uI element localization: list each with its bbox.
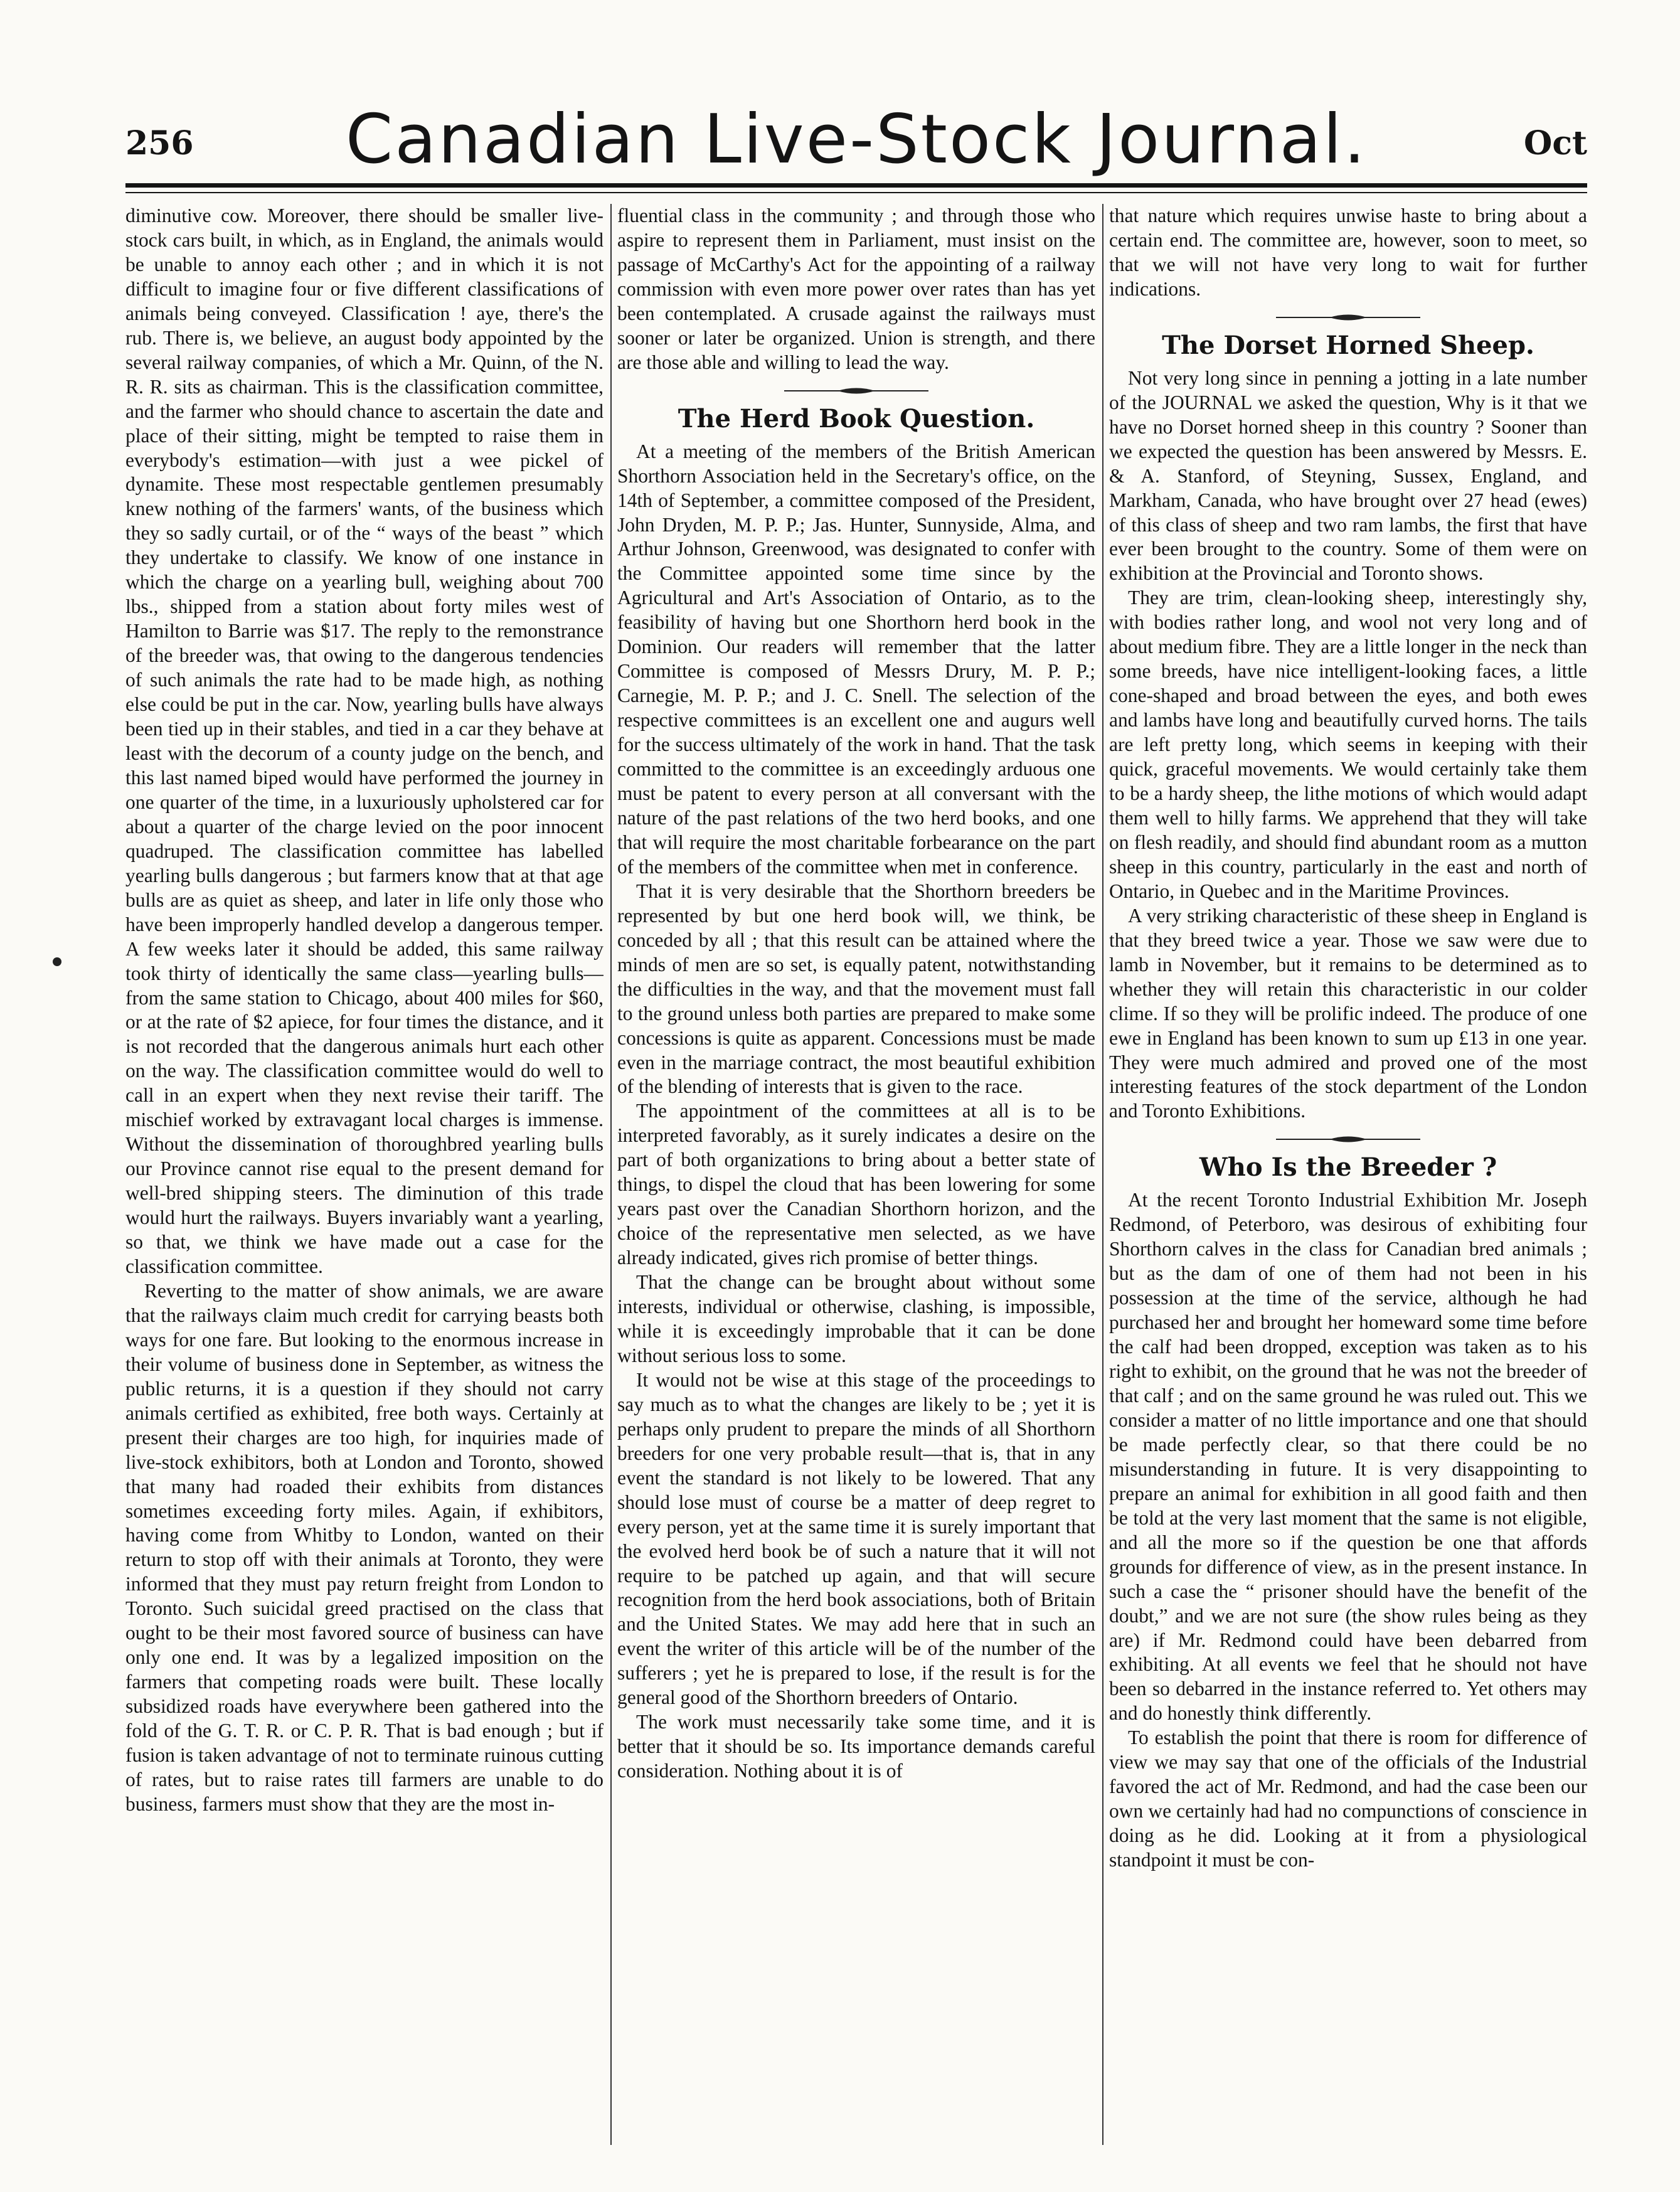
section-ornament-icon <box>1276 1132 1420 1146</box>
column-1 <box>125 204 603 2148</box>
paragraph: Not very long since in penning a jotting in a late number of the JOURNAL we asked the question, Why is it that we have no Dorset horned sheep in this country ? Sooner than we expected the question has been answered by Messrs. E. & A. Stanford, of Steyning, Sussex, England, and Markham, Canada, who have brought over 27 head (ewes) of this class of sheep and two ram lambs, the first that have ever been brought to the country. Some of them were on exhibition at the Provincial and Toronto shows. <box>1109 366 1587 585</box>
paragraph: Reverting to the matter of show animals, we are aware that the railways claim much credit for carrying beasts both ways for one fare. But looking to the enormous increase in their volume of business done in September, as witness the public returns, it is a question if they should not carry animals certified as exhibited, free both ways. Certainly at present their charges are too high, for inquiries made of live-stock exhibitors, both at London and Toronto, showed that many had roaded their exhibits from distances sometimes exceeding forty miles. Again, if exhibitors, having come from Whitby to London, wanted on their return to stop off with their animals at Toronto, they were informed that they must pay return freight from London to Toronto. Such suicidal greed practised on the class that ought to be their most favored source of business can have only one end. It was by a legalized imposition on the farmers that competing roads were built. These locally subsidized roads have everywhere been gathered into the fold of the G. T. R. or C. P. R. That is bad enough ; but if fusion is taken advantage of not to terminate ruinous cutting of rates, but to raise rates till farmers are unable to do business, farmers must show that they are the most in- <box>125 1279 603 1815</box>
column-3 <box>1109 204 1587 2148</box>
paragraph: At a meeting of the members of the British American Shorthorn Association held in the Secretary's office, on the 14th of September, a committee composed of the President, John Dryden, M. P. P.; Jas. Hunter, Sunnyside, Alma, and Arthur Johnson, Greenwood, was designated to confer with the Committee appointed some time since by the Agricultural and Art's Association of Ontario, as to the feasibility of having but one Shorthorn herd book in the Dominion. Our readers will remember that the latter Committee is composed of Messrs Drury, M. P. P.; Carnegie, M. P. P.; and J. C. Snell. The selection of the respective committees is an excellent one and augurs well for the success ultimately of the work in hand. That the task committed to the committee is an exceedingly arduous one must be patent to every person at all conversant with the nature of the past relations of the two herd books, and one that will require the most charitable forbearance on the part of the members of the committee when met in conference. <box>617 440 1095 878</box>
paragraph: fluential class in the community ; and through those who aspire to represent them in Parliament, must insist on the passage of McCarthy's Act for the appointing of a railway commission with even more power over rates than has yet been contemplated. A crusade against the railways must sooner or later be organized. Union is strength, and there are those able and willing to lead the way. <box>617 205 1095 373</box>
column-divider <box>1102 204 1103 2145</box>
column-2 <box>617 204 1095 2148</box>
paragraph: That it is very desirable that the Shorthorn breeders be represented by but one herd book will, we think, be conceded by all ; that this result can be attained where the minds of men are so set, is equally patent, notwithstanding the difficulties in the way, and that the movement must fall to the ground unless both parties are prepared to make some concessions is quite as apparent. Concessions must be made even in the marriage contract, the most beautiful exhibition of the blending of interests that is given to the race. <box>617 880 1095 1098</box>
paragraph: diminutive cow. Moreover, there should be smaller live-stock cars built, in which, as in England, the animals would be unable to annoy each other ; and in which it is not difficult to imagine four or five different classifications of animals being conveyed. Classification ! aye, there's the rub. There is, we believe, an august body appointed by the several railway companies, of which a Mr. Quinn, of the N. R. R. sits as chairman. This is the classification committee, and the farmer who should chance to ascertain the date and place of their sitting, might be tempted to raise them in everybody's estimation—with just a wee pickel of dynamite. These most respectable gentlemen presumably knew nothing of the farmers' wants, of the business which they so sadly curtail, or of the “ ways of the beast ” which they undertake to classify. We know of one instance in which the charge on a yearling bull, weighing about 700 lbs., shipped from a station about forty miles west of Hamilton to Barrie was $17. The reply to the remonstrance of the breeder was, that owing to the dangerous tendencies of such animals the rate had to be made high, as nothing else could be put in the car. Now, yearling bulls have always been tied up in their stables, and tied in a car they behave at least with the decorum of a county judge on the bench, and this last named biped would have performed the journey in one quarter of the time, in a luxuriously upholstered car for about a quarter of the charge levied on the poor innocent quadruped. The classification committee has labelled yearling bulls dangerous ; but farmers know that at that age bulls are as quiet as sheep, and later in life only those who have been improperly handled develop a dangerous temper. A few weeks later it should be added, this same railway took thirty of identically the same class—yearling bulls—from the same station to Chicago, about 400 miles for $60, or at the rate of $2 apiece, for four times the distance, and it is not recorded that the dangerous animals hurt each other on the way. The classification committee would do well to call in an expert when they next revise their tariff. The mischief worked by extravagant local charges is immense. Without the dissemination of thoroughbred yearling bulls our Province cannot rise equal to the present demand for well-bred shipping steers. The diminution of this trade would hurt the railways. Buyers invariably want a yearling, so that, we think we have made out a case for the classification committee. <box>125 205 603 1277</box>
paragraph: At the recent Toronto Industrial Exhibition Mr. Joseph Redmond, of Peterboro, was desirous of exhibiting four Shorthorn calves in the class for Canadian bred animals ; but as the dam of one of them had not been in his possession at the time of the service, although he had purchased her and brought her homeward some time before the calf had been dropped, exception was taken as to his right to exhibit, on the ground that he was not the breeder of that calf ; and on the same ground he was ruled out. This we consider a matter of no little importance and one that should be made perfectly clear, so that there could be no misunderstanding in future. It is very disappointing to prepare an animal for exhibition in all good faith and then be told at the very last moment that the same is not eligible, and all the more so if the question be one that affords grounds for difference of view, as in the present instance. In such a case the “ prisoner should have the benefit of the doubt,” and we are not sure (the show rules being as they are) if Mr. Redmond could have been debarred from exhibiting. At all events we feel that he should not have been so debarred in the instance referred to. Yet others may and do honestly think differently. <box>1109 1189 1587 1725</box>
paragraph: The appointment of the committees at all is to be interpreted favorably, as it surely indicates a desire on the part of both organizations to bring about a better state of things, to dispel the cloud that has been lowering for some years past over the Canadian Shorthorn horizon, and the choice of the representative men selected, as we have already indicated, gives rich promise of better things. <box>617 1100 1095 1269</box>
header-rule-thin <box>125 192 1587 193</box>
paragraph: To establish the point that there is room for difference of view we may say that one of the officials of the Industrial favored the act of Mr. Redmond, and had the case been our own we certainly had had no compunctions of conscience in doing as he did. Looking at it from a physiological standpoint it must be con- <box>1109 1726 1587 1871</box>
ink-spot <box>53 957 61 966</box>
paragraph: It would not be wise at this stage of the proceedings to say much as to what the changes are likely to be ; yet it is perhaps only prudent to prepare the minds of all Shorthorn breeders for one very probable result—that is, that in any event the standard is not likely to be lowered. That any should lose must of course be a matter of deep regret to every person, yet at the same time it is surely important that the evolved herd book be of such a nature that it will not require to be patched up again, and that will secure recognition from the herd book associations, both of Britain and the United States. We may add here that in such an event the writer of this article will be of the number of the sufferers ; yet he is prepared to lose, if the result is for the general good of the Shorthorn breeders of Ontario. <box>617 1368 1095 1709</box>
header-rule-thick <box>125 183 1587 188</box>
paragraph: The work must necessarily take some time, and it is better that it should be so. Its importance demands careful consideration. Nothing about it is of <box>617 1711 1095 1782</box>
article-heading-herd-book: The Herd Book Question. <box>678 403 1035 434</box>
paragraph: They are trim, clean-looking sheep, interestingly shy, with bodies rather long, and wool not very long and of about medium fibre. They are a little longer in the neck than some breeds, have nice intelligent-looking faces, a little cone-shaped and broad between the eyes, and both ewes and lambs have long and beautifully curved horns. The tails are left pretty long, which seems in keeping with their quick, graceful movements. We would certainly take them to be a hardy sheep, the lithe motions of which would adapt them well to hilly farms. We apprehend that they will take on flesh readily, and should find abundant room as a mutton sheep in this country, particularly in the east and north of Ontario, in Quebec and in the Maritime Provinces. <box>1109 587 1587 902</box>
page-header <box>125 100 1587 179</box>
article-heading-who-is-breeder: Who Is the Breeder ? <box>1199 1152 1497 1183</box>
section-ornament-icon <box>1276 311 1420 324</box>
column-divider <box>610 204 612 2145</box>
paragraph: that nature which requires unwise haste to bring about a certain end. The committee are, however, soon to meet, so that we will not have very long to wait for further indications. <box>1109 205 1587 300</box>
journal-title: Canadian Live-Stock Journal. <box>345 100 1368 179</box>
page-number: 256 <box>125 124 194 162</box>
article-heading-dorset-sheep: The Dorset Horned Sheep. <box>1162 330 1534 360</box>
paragraph: That the change can be brought about without some interests, individual or otherwise, clashing, is impossible, while it is exceedingly improbable that it can be done without serious loss to some. <box>617 1271 1095 1366</box>
section-ornament-icon <box>784 384 928 398</box>
issue-month: Oct <box>1524 124 1587 162</box>
paragraph: A very striking characteristic of these sheep in England is that they breed twice a year. Those we saw were due to lamb in November, but it remains to be determined as to whether they will retain this characteristic in our colder clime. If so they will be prolific indeed. The produce of one ewe in England has been known to sum up £13 in one year. They were much admired and proved one of the most interesting features of the stock department of the London and Toronto Exhibitions. <box>1109 904 1587 1122</box>
